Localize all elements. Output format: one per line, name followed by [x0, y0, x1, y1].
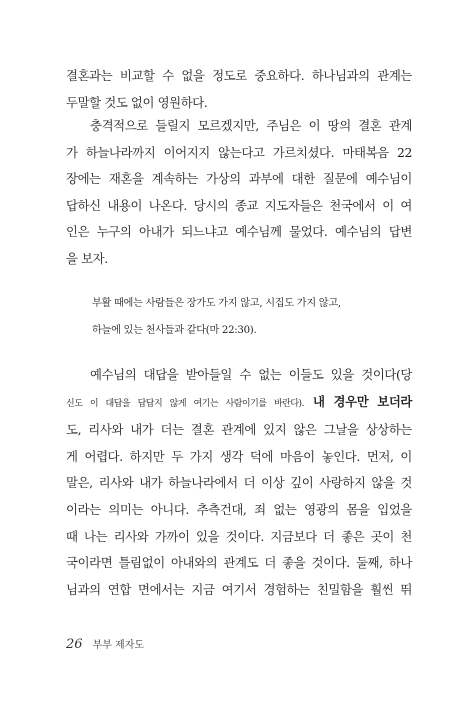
paragraph-3 — [66, 362, 412, 603]
text-line: 가 하늘나라까지 이어지지 않는다고 가르치셨다. 마태복음 22 — [66, 144, 412, 160]
text-line: 말은, 리사와 내가 하늘나라에서 더 이상 깊이 사랑하지 않을 것 — [66, 475, 412, 491]
parenthetical-note: 신도 이 대답을 답답지 않게 여기는 사람이기를 바란다). — [66, 398, 304, 409]
text-line: 게 어렵다. 하지만 두 가지 생각 덕에 마음이 놓인다. 먼저, 이 — [66, 448, 412, 464]
quote-line: 하늘에 있는 천사들과 같다(마 22:30). — [92, 325, 257, 336]
text-line: 답하신 내용이 나온다. 당시의 종교 지도자들은 천국에서 이 여 — [66, 197, 412, 213]
text-line: 이라는 의미는 아니다. 추측건대, 죄 없는 영광의 몸을 입었을 — [66, 501, 412, 517]
text-line: 장에는 재혼을 계속하는 가상의 과부에 대한 질문에 예수님이 — [66, 171, 412, 187]
text-line: 님과의 연합 면에서는 지금 여기서 경험하는 친밀함을 훨씬 뛰 — [66, 581, 412, 597]
text-line: 때 나는 리사와 가까이 있을 것이다. 지금보다 더 좋은 곳이 천 — [66, 528, 412, 544]
page-number: 26 — [66, 637, 83, 652]
scripture-quote — [92, 290, 392, 344]
text-line: 도, 리사와 내가 더는 결혼 관계에 있지 않은 그날을 상상하는 — [66, 422, 412, 438]
paragraph-2 — [66, 113, 412, 273]
text-line: 충격적으로 들릴지 모르겠지만, 주님은 이 땅의 결혼 관계 — [90, 118, 412, 133]
paragraph-1 — [66, 63, 412, 116]
text-line: 예수님의 대답을 받아들일 수 없는 이들도 있을 것이다(당 — [90, 367, 412, 382]
text-line: 국이라면 틀림없이 아내와의 관계도 더 좋을 것이다. 둘째, 하나 — [66, 555, 412, 571]
text-line: 결혼과는 비교할 수 없을 정도로 중요하다. 하나님과의 관계는 — [66, 68, 412, 83]
text-line-mixed — [66, 389, 412, 418]
text-line: 을 보자. — [66, 250, 108, 266]
book-title: 부부 제자도 — [92, 640, 145, 651]
page-footer — [66, 636, 144, 652]
quote-line: 부활 때에는 사람들은 장가도 가지 않고, 시집도 가지 않고, — [92, 298, 341, 309]
text-line: 두말할 것도 없이 영원하다. — [66, 94, 208, 110]
emphasis-text: 내 경우만 보더라 — [303, 393, 412, 409]
text-line: 인은 누구의 아내가 되느냐고 예수님께 물었다. 예수님의 답변 — [66, 224, 412, 240]
